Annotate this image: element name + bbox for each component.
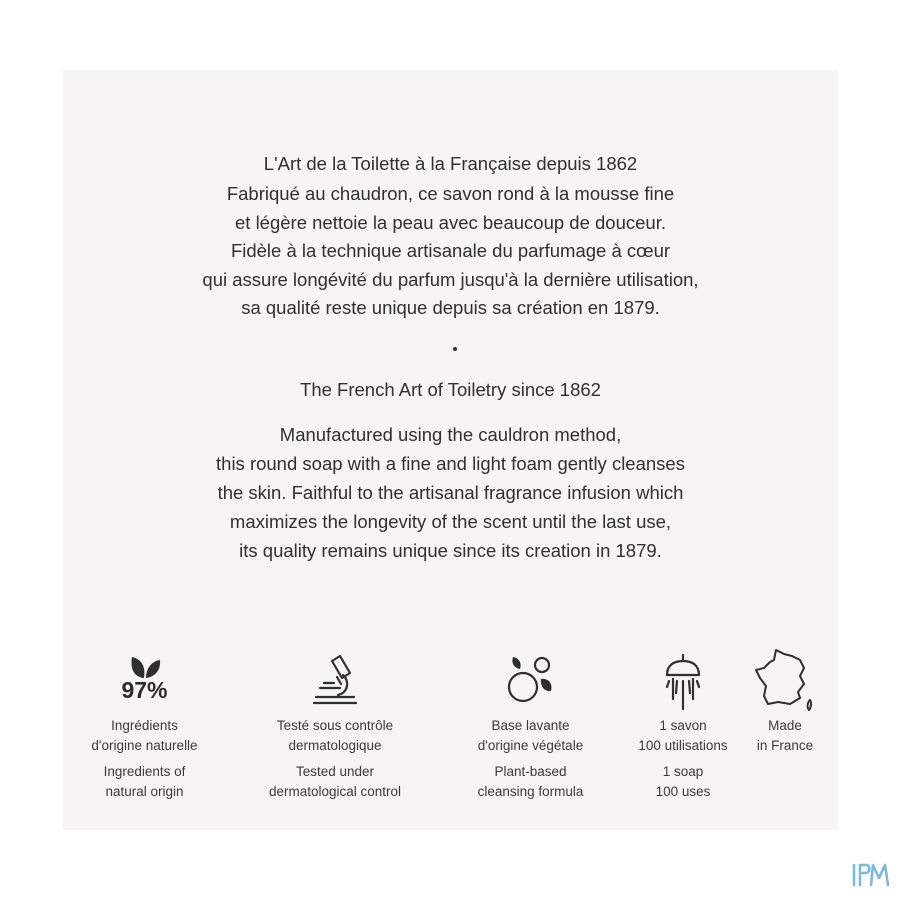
feature-label-line: Testé sous contrôle [276, 718, 394, 733]
feature-label-line: Ingredients of [103, 764, 186, 779]
packaging-panel [63, 70, 838, 830]
english-line: the skin. Faithful to the artisanal fragrance infusion which [217, 482, 684, 503]
feature-label-line: d'origine végétale [477, 737, 584, 753]
feature-label-fr [235, 716, 435, 755]
shower-icon [663, 653, 703, 716]
feature-label-en [443, 762, 618, 801]
french-line: sa qualité reste unique depuis sa création en 1879. [241, 297, 660, 318]
french-line: Fabriqué au chaudron, ce savon rond à la mousse fine [226, 183, 675, 204]
feature-label-line: Tested under [295, 764, 375, 779]
feature-label-line: d'origine naturelle [91, 737, 198, 753]
english-line: Manufactured using the cauldron method, [279, 424, 622, 445]
natural-percentage: 97% [121, 677, 168, 703]
feature-label-line: Plant-based [494, 764, 567, 779]
feature-label-line: Made [768, 718, 802, 733]
france-map-icon [754, 648, 816, 717]
ipm-logo [851, 862, 891, 894]
feature-label-line: Ingrédients [111, 718, 178, 733]
feature-label-fr [443, 716, 618, 755]
plant-bubbles-icon [505, 655, 557, 712]
english-title: The French Art of Toiletry since 1862 [300, 379, 601, 400]
feature-label-fr [63, 716, 226, 755]
feature-label-line: in France [756, 737, 814, 753]
english-description [63, 420, 838, 565]
french-line: et légère nettoie la peau avec beaucoup de douceur. [235, 211, 666, 233]
french-description [63, 180, 838, 323]
feature-label-line: 1 savon [659, 718, 707, 733]
feature-label-line: cleansing formula [477, 783, 584, 799]
feature-label-line: dermatological control [268, 783, 402, 799]
feature-label-fr [623, 716, 743, 755]
english-line: its quality remains unique since its creation in 1879. [239, 540, 662, 561]
feature-label-line: natural origin [105, 783, 184, 799]
feature-label-line: dermatologique [288, 737, 382, 753]
french-title: L'Art de la Toilette à la Française depuis 1862 [263, 153, 638, 174]
separator-dot [453, 347, 457, 351]
feature-label-en [235, 762, 435, 801]
feature-row [63, 645, 838, 815]
microscope-icon [310, 653, 360, 714]
feature-label-en [63, 762, 226, 801]
feature-label-line: Base lavante [491, 718, 570, 733]
french-line: qui assure longévité du parfum jusqu'à la dernière utilisation, [202, 268, 699, 290]
feature-label-line: 100 utilisations [638, 737, 728, 753]
feature-label-line: 100 uses [655, 783, 711, 799]
feature-label-fr [745, 716, 825, 755]
french-line: Fidèle à la technique artisanale du parfumage à cœur [230, 240, 671, 261]
feature-label-line: 1 soap [662, 764, 704, 779]
feature-label-en [623, 762, 743, 801]
english-line: maximizes the longevity of the scent until the last use, [229, 511, 672, 532]
english-line: this round soap with a fine and light foam gently cleanses [216, 453, 685, 474]
